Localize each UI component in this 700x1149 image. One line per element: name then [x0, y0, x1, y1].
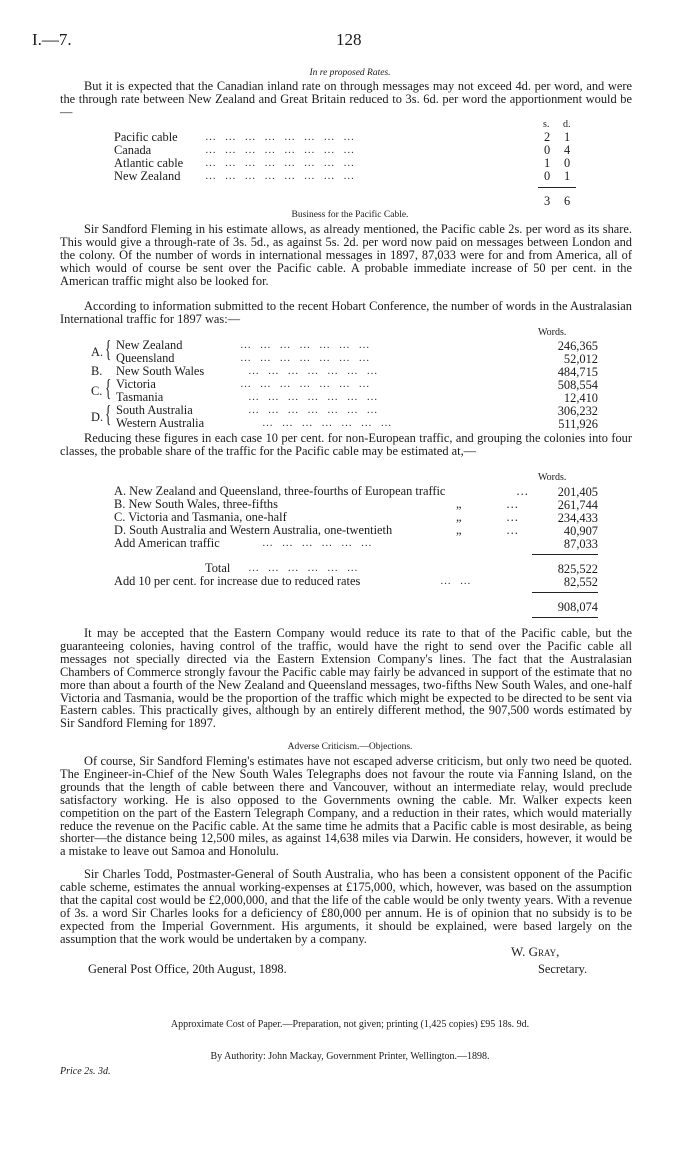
paragraph-reducing: Reducing these figures in each case 10 per cent. for non-European traffic, and grouping the colonies into four classes, the probable share of the traffic for the Pacific cable may be estimated at,— — [60, 431, 632, 458]
leader-dots: … … … … … … … … — [205, 157, 358, 169]
total-rule — [532, 554, 598, 555]
table-row-label: C. Victoria and Tasmania, one-half — [114, 510, 287, 524]
leader-dots: … … … … … … … — [240, 352, 373, 364]
total-rule — [538, 187, 576, 188]
table-cell: 246,365 — [557, 339, 598, 353]
table-cell: 0 — [544, 143, 551, 157]
col-header-words: Words. — [538, 472, 567, 483]
total-d: 6 — [564, 194, 571, 208]
brace-icon: { — [105, 337, 112, 363]
ditto-mark: „ — [456, 510, 462, 524]
authority-line: By Authority: John Mackay, Government Printer, Wellington.—1898. — [210, 1051, 490, 1062]
leader-dots: … … … … … … — [262, 537, 375, 549]
leader-dots: … … … … … … … — [248, 391, 381, 403]
col-header-words: Words. — [538, 327, 567, 338]
leader-dots: … — [506, 523, 519, 537]
col-header-s: s. — [543, 119, 550, 130]
leader-dots: … … … … … … … — [248, 404, 381, 416]
section-heading-business: Business for the Pacific Cable. — [291, 210, 409, 220]
table-cell: 1 — [564, 169, 571, 183]
table-cell: 508,554 — [557, 378, 598, 392]
document-code: I.—7. — [32, 30, 72, 49]
leader-dots: … … … … … … … — [240, 339, 373, 351]
total-s: 3 — [544, 194, 551, 208]
add-value: 82,552 — [563, 575, 598, 589]
total-value: 825,522 — [557, 562, 598, 576]
table-cell: 0 — [564, 156, 571, 170]
leader-dots: … … … … … … … … — [205, 131, 358, 143]
table-cell: 40,907 — [563, 524, 598, 538]
table-row-label: New Zealand — [114, 169, 181, 183]
group-label: B. — [91, 364, 103, 378]
table-cell: 511,926 — [558, 417, 598, 431]
ditto-mark: „ — [456, 523, 462, 537]
leader-dots: … … … … … … … … — [205, 144, 358, 156]
table-cell: 484,715 — [557, 365, 598, 379]
section-heading-adverse: Adverse Criticism.—Objections. — [287, 742, 413, 752]
table-row-label: Western Australia — [116, 416, 205, 430]
table-cell: 12,410 — [563, 391, 598, 405]
group-label: C. — [91, 384, 103, 398]
signature-title: Secretary. — [538, 962, 588, 976]
leader-dots: … … … … … … … — [240, 378, 373, 390]
table-row-label: New South Wales — [116, 364, 205, 378]
brace-icon: { — [105, 376, 112, 402]
table-cell: 1 — [564, 130, 571, 144]
table-row-label: D. South Australia and Western Australia, one-twentieth — [114, 523, 393, 537]
group-label: D. — [91, 410, 104, 424]
table-row-label: A. New Zealand and Queensland, three-fourths of European traffic — [114, 484, 446, 498]
page-number: 128 — [336, 30, 362, 49]
ditto-mark: „ — [456, 497, 462, 511]
dateline: General Post Office, 20th August, 1898. — [88, 962, 287, 976]
signature-name: W. Gray, — [511, 944, 560, 959]
table-row-label: Add American traffic — [114, 536, 220, 550]
paragraph-hobart: According to information submitted to the recent Hobart Conference, the number of words in the Australasian International traffic for 1897 was:— — [60, 299, 632, 326]
paragraph-todd: Sir Charles Todd, Postmaster-General of South Australia, who has been a consistent opponent of the Pacific cable scheme, estimates the annual working-expenses at £175,000, which, however, was based on the assumption that the capital cost would be £2,000,000, and that the life of the cable would be only twenty years. With a revenue of 3s. a word Sir Charles looks for a deficiency of £80,000 per annum. He is of opinion that no subsidy is to be expected from the Imperial Government. His arguments, it should be explained, were based largely on the assumption that the work would be undertaken by a company. — [60, 867, 632, 946]
table-cell: 52,012 — [563, 352, 598, 366]
paragraph-estimate: Sir Sandford Fleming in his estimate allows, as already mentioned, the Pacific cable 2s. per word as its share. This would give a through-rate of 3s. 5d., as against 5s. 2d. per word now paid on messages between London and the colony. Of the number of words in international messages in 1897, 87,033 were for and from America, all of which would of course be sent over the Pacific cable. A probable immediate increase of 50 per cent. in the American traffic might also be looked for. — [60, 222, 632, 288]
brace-icon: { — [105, 402, 112, 428]
table-row-label: Tasmania — [116, 390, 164, 404]
cost-note: Approximate Cost of Paper.—Preparation, not given; printing (1,425 copies) £95 18s. 9d. — [170, 1019, 530, 1030]
col-header-d: d. — [563, 119, 571, 130]
table-cell: 4 — [564, 143, 571, 157]
table-row-label: Queensland — [116, 351, 175, 365]
price: Price 2s. 3d. — [60, 1066, 111, 1077]
leader-dots: … — [506, 497, 519, 511]
grand-rule-top — [532, 592, 598, 593]
leader-dots: … … … … … … — [248, 562, 361, 574]
table-cell: 306,232 — [557, 404, 598, 418]
table-row-label: Canada — [114, 143, 152, 157]
paragraph-apportionment: But it is expected that the Canadian inland rate on through messages may not exceed 4d. per word, and were the through rate between New Zealand and Great Britain reduced to 3s. 6d. per word the apportionment would be— — [60, 79, 632, 119]
table-row-label: Atlantic cable — [114, 156, 184, 170]
add-label: Add 10 per cent. for increase due to reduced rates — [114, 574, 361, 588]
table-cell: 201,405 — [557, 485, 598, 499]
leader-dots: … … … … … … … — [248, 365, 381, 377]
table-row-label: B. New South Wales, three-fifths — [114, 497, 278, 511]
table-row-label: New Zealand — [116, 338, 183, 352]
table-row-label: Victoria — [116, 377, 156, 391]
table-cell: 1 — [544, 156, 551, 170]
paragraph-eastern-company: It may be accepted that the Eastern Company would reduce its rate to that of the Pacific cable, but the guaranteeing colonies, having control of the traffic, would have the right to send over the Pacific cable all messages not specially directed via the Eastern Extension Company's lines. The fact that the Australasian Chambers of Commerce strongly favour the Pacific cable may fairly be advanced in support of the estimate that no more than about a fourth of the New Zealand and Queensland messages, two-fifths New South Wales, and one-half Victoria and Tasmania, would be the proportion of the traffic which might be expected to be directed to be sent via Eastern cables. This practically gives, although by an entirely different method, the 907,500 words estimated by Sir Sandford Fleming for 1897. — [60, 626, 632, 731]
table-row-label: Pacific cable — [114, 130, 178, 144]
table-cell: 87,033 — [563, 537, 598, 551]
table-cell: 2 — [544, 130, 551, 144]
leader-dots: … — [516, 484, 529, 498]
total-label: Total — [205, 561, 231, 575]
section-heading-rates: In re proposed Rates. — [309, 68, 391, 78]
table-row-label: South Australia — [116, 403, 193, 417]
table-cell: 234,433 — [557, 511, 598, 525]
paragraph-adverse: Of course, Sir Sandford Fleming's estimates have not escaped adverse criticism, but only two need be quoted. The Engineer-in-Chief of the New South Wales Telegraphs does not favour the route via Fanning Island, on the grounds that the length of cable between there and Vancouver, without an intermediate relay, would preclude satisfactory working. He is also opposed to the Governments owning the cable. Mr. Walker expects keen competition on the part of the Eastern Telegraph Company, and a reduction in their rates, which would materially reduce the revenue on the Pacific cable. At the same time he admits that a Pacific cable is most desirable, as being shorter—the distance being 12,500 miles, as against 14,638 miles via Darwin. He considers, however, it would be a mistake to leave out Samoa and Honolulu. — [60, 754, 632, 859]
table-cell: 0 — [544, 169, 551, 183]
table-cell: 261,744 — [557, 498, 598, 512]
grand-rule-bottom — [532, 617, 598, 618]
group-label: A. — [91, 345, 104, 359]
leader-dots: … … … … … … … — [262, 417, 395, 429]
leader-dots: … … — [440, 575, 474, 587]
leader-dots: … … … … … … … … — [205, 170, 358, 182]
leader-dots: … — [506, 510, 519, 524]
grand-total: 908,074 — [557, 600, 598, 614]
